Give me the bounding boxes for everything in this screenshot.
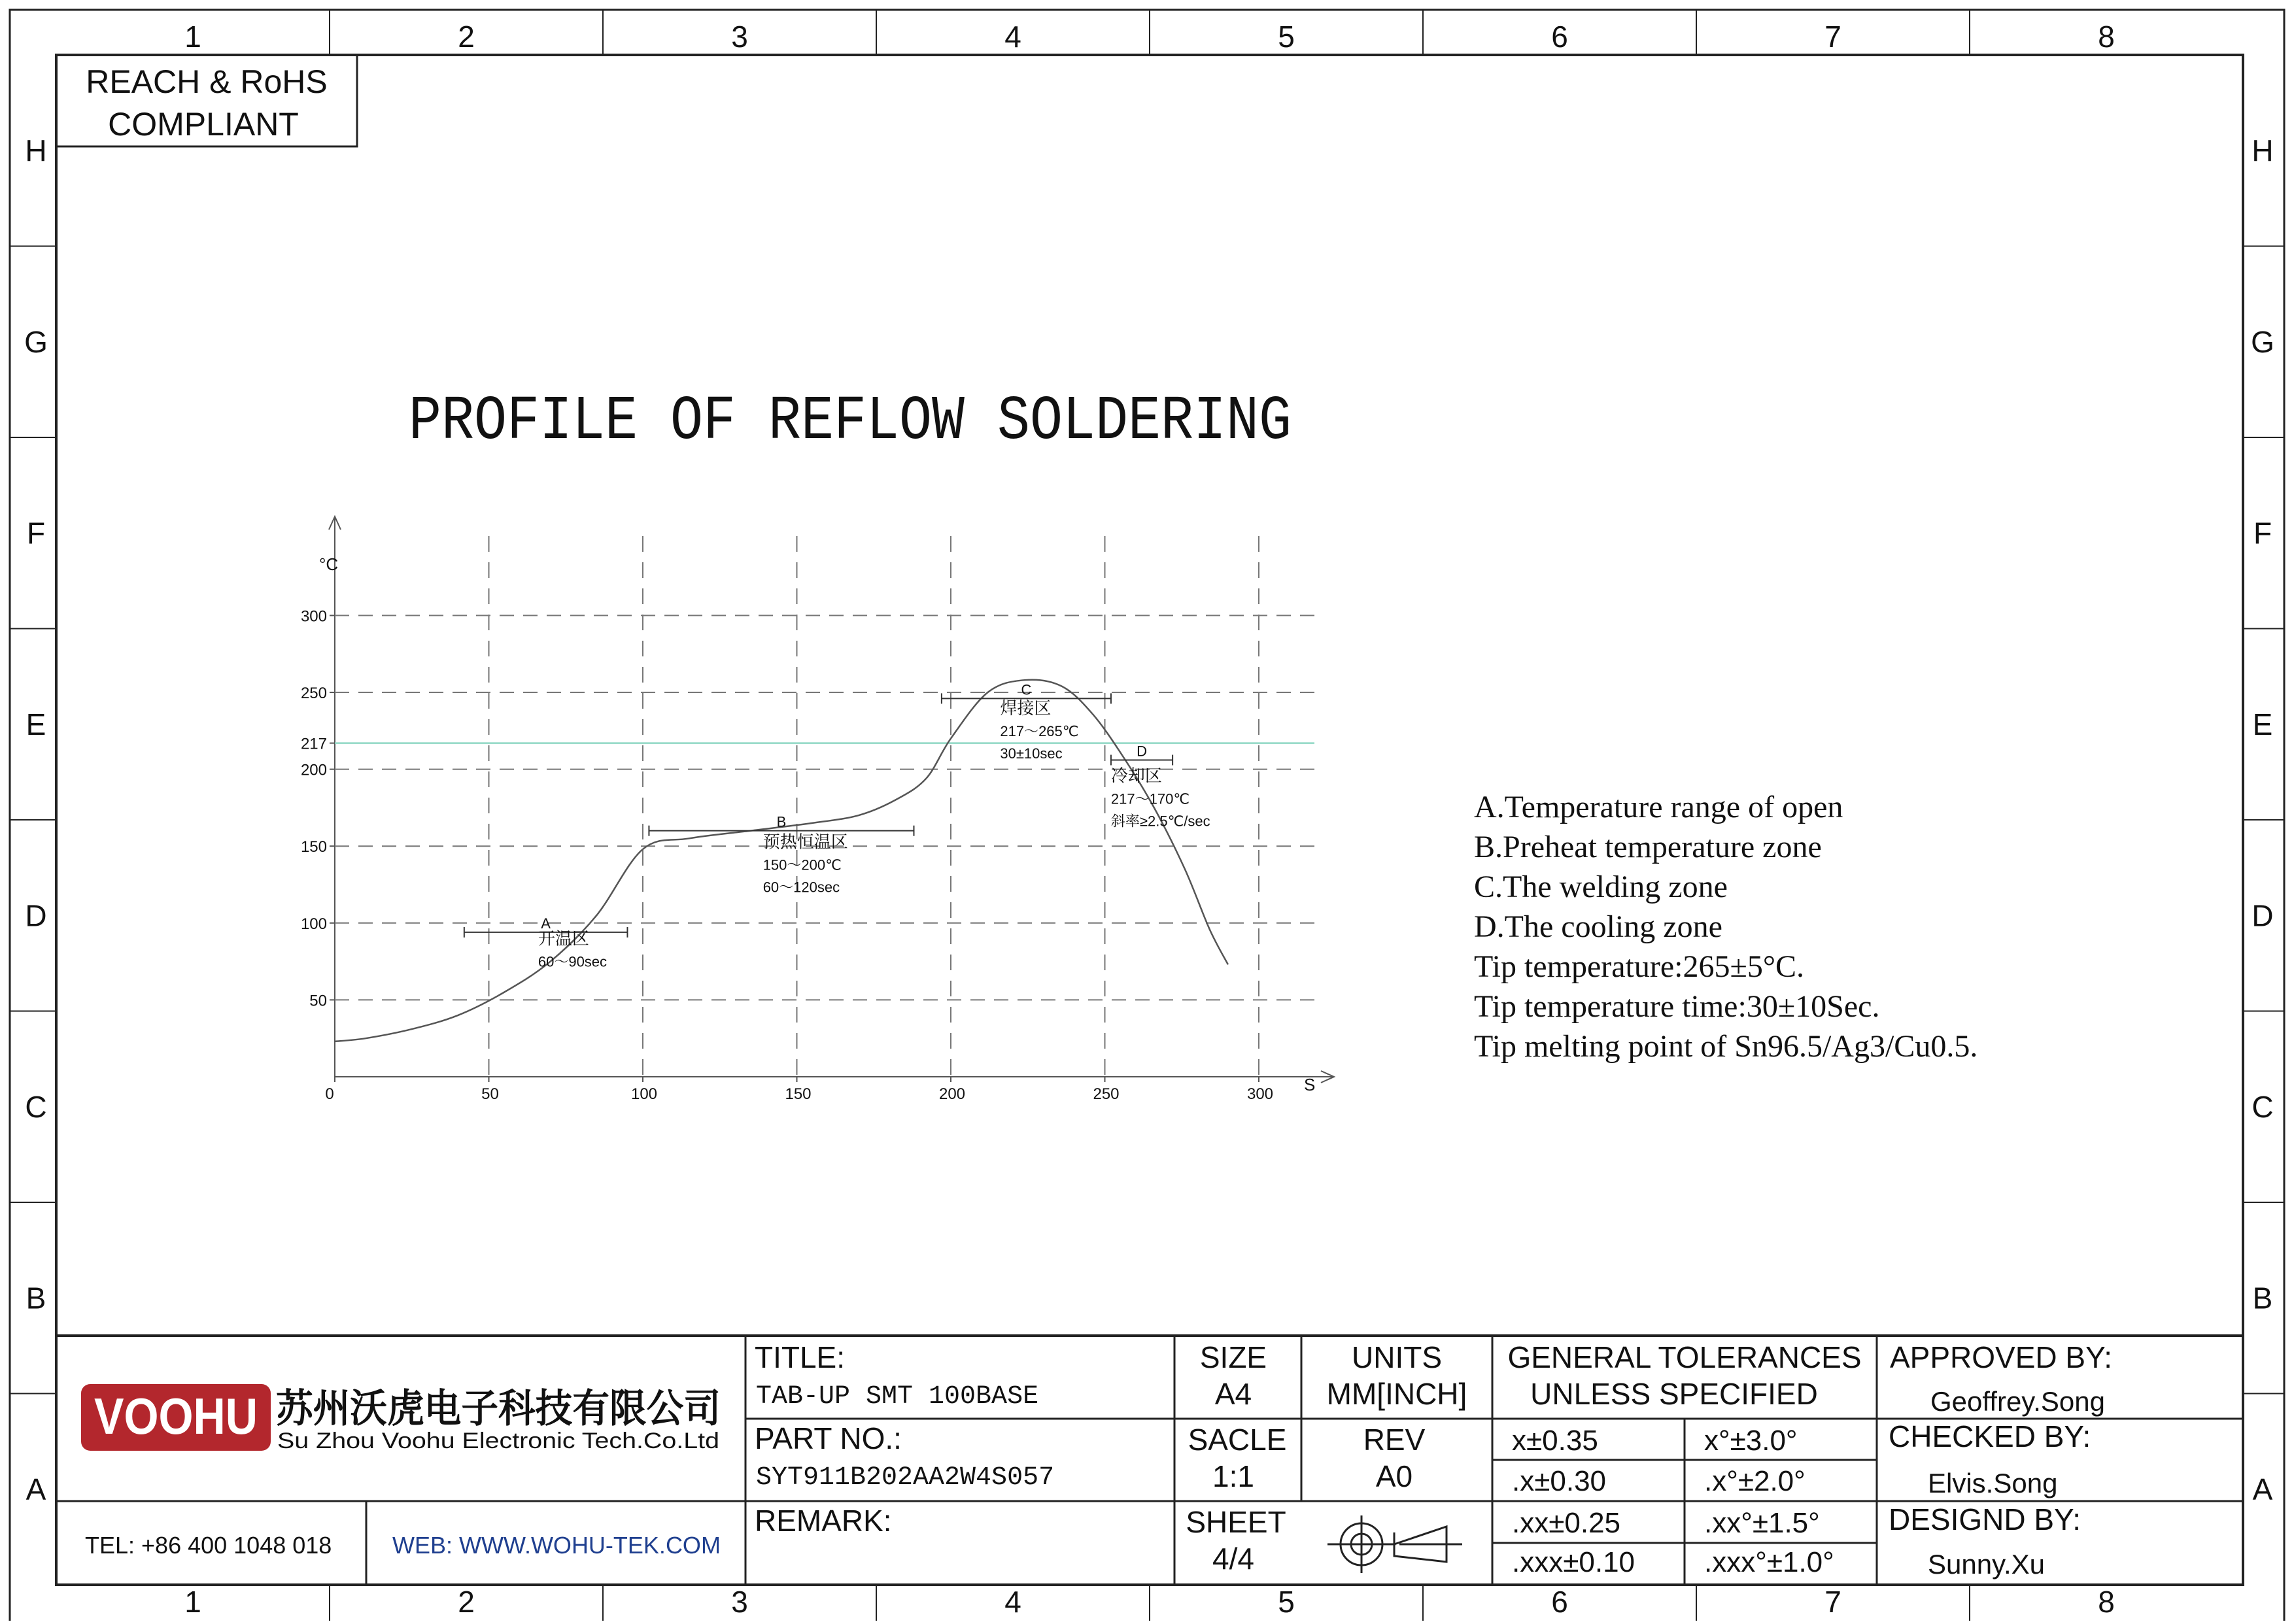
column-marker-top: 5 <box>1278 20 1295 54</box>
row-marker-right: C <box>2251 1089 2274 1124</box>
linear-tolerance: .xxx±0.10 <box>1512 1546 1635 1578</box>
y-tick-label: 50 <box>309 992 327 1010</box>
linear-tolerance: .xx±0.25 <box>1512 1507 1621 1539</box>
checked-by-label: CHECKED BY: <box>1889 1419 2091 1453</box>
zone-annotation: 斜率≥2.5℃/sec <box>1110 813 1210 830</box>
website: WEB: WWW.WOHU-TEK.COM <box>392 1532 721 1559</box>
zone-letter: C <box>1021 681 1032 698</box>
x-tick-label: 250 <box>1093 1085 1120 1103</box>
approved-by-value: Geoffrey.Song <box>1930 1386 2105 1417</box>
angular-tolerance: .xxx°±1.0° <box>1704 1546 1834 1578</box>
angular-tolerance: .x°±2.0° <box>1704 1465 1806 1497</box>
compliance-box <box>56 55 357 146</box>
company-logo <box>81 1384 271 1451</box>
x-axis-label: S <box>1304 1075 1316 1094</box>
company-name-en: Su Zhou Voohu Electronic Tech.Co.Ltd <box>277 1429 719 1453</box>
column-marker-bottom: 3 <box>731 1585 748 1619</box>
remark-label: REMARK: <box>755 1504 892 1538</box>
zone-annotation: 开温区 <box>538 928 589 949</box>
column-marker-bottom: 2 <box>458 1585 475 1619</box>
notes-list <box>1474 790 1977 1064</box>
zone-b <box>649 814 914 896</box>
sheet-label: SHEET <box>1186 1505 1286 1539</box>
y-tick-label: 100 <box>300 915 327 933</box>
x-tick-label: 300 <box>1246 1085 1274 1103</box>
zone-c <box>942 681 1111 762</box>
reflow-profile-chart <box>301 516 1334 1103</box>
x-tick-label: 0 <box>325 1085 334 1103</box>
note-line: A.Temperature range of open <box>1474 790 1843 824</box>
column-marker-bottom: 8 <box>2098 1585 2115 1619</box>
zone-d <box>1111 743 1210 829</box>
zone-annotation: 60～90sec <box>538 953 608 970</box>
zone-annotation: 预热恒温区 <box>762 832 848 852</box>
column-marker-top: 3 <box>731 20 748 54</box>
y-tick-label: 250 <box>300 685 327 702</box>
units-value: MM[INCH] <box>1326 1377 1467 1411</box>
row-marker-right: G <box>2251 324 2274 359</box>
zone-letter: A <box>541 915 551 932</box>
size-label: SIZE <box>1199 1340 1267 1374</box>
zone-annotation: 60～120sec <box>762 879 840 896</box>
row-marker-left: E <box>26 707 46 741</box>
angular-tolerance: x°±3.0° <box>1704 1425 1798 1457</box>
y-tick-label: 217 <box>300 735 327 753</box>
zone-annotation: 217～170℃ <box>1110 790 1190 807</box>
y-tick-label: 150 <box>300 838 327 856</box>
part-number-label: PART NO.: <box>755 1421 902 1455</box>
tolerances-header-1: GENERAL TOLERANCES <box>1507 1340 1862 1374</box>
row-marker-left: A <box>26 1472 46 1506</box>
linear-tolerance: .x±0.30 <box>1512 1465 1607 1497</box>
approved-by-label: APPROVED BY: <box>1890 1340 2113 1374</box>
tolerances-header-2: UNLESS SPECIFIED <box>1530 1377 1818 1411</box>
column-marker-top: 6 <box>1551 20 1568 54</box>
designed-by-label: DESIGND BY: <box>1889 1502 2081 1536</box>
revision-label: REV <box>1363 1423 1426 1457</box>
note-line: C.The welding zone <box>1474 870 1728 904</box>
zone-annotation: 150～200℃ <box>762 856 842 873</box>
zone-letter: B <box>776 813 787 830</box>
note-line: Tip melting point of Sn96.5/Ag3/Cu0.5. <box>1474 1029 1978 1064</box>
row-marker-left: G <box>24 324 48 359</box>
revision-value: A0 <box>1375 1459 1413 1493</box>
company-name-cn: 苏州沃虎电子科技有限公司 <box>276 1387 721 1430</box>
sheet-value: 4/4 <box>1212 1542 1254 1576</box>
column-marker-bottom: 6 <box>1551 1585 1568 1619</box>
title-value: TAB-UP SMT 100BASE <box>756 1382 1039 1412</box>
y-axis-label: °C <box>319 554 339 574</box>
title-label: TITLE: <box>755 1340 846 1374</box>
scale-value: 1:1 <box>1212 1459 1254 1493</box>
row-marker-left: H <box>25 133 47 168</box>
logo-text: VOOHU <box>94 1387 258 1445</box>
row-marker-right: H <box>2251 133 2274 168</box>
row-marker-left: F <box>26 516 46 550</box>
x-tick-label: 200 <box>938 1085 966 1103</box>
drawing-title: PROFILE OF REFLOW SOLDERING <box>409 386 1292 457</box>
row-marker-left: D <box>25 898 47 933</box>
size-value: A4 <box>1214 1377 1252 1411</box>
y-tick-label: 300 <box>300 607 327 626</box>
y-tick-label: 200 <box>300 761 327 779</box>
note-line: D.The cooling zone <box>1474 909 1722 944</box>
column-marker-bottom: 1 <box>184 1585 201 1619</box>
note-line: Tip temperature:265±5°C. <box>1474 949 1805 984</box>
row-marker-right: B <box>2252 1281 2273 1315</box>
row-marker-left: B <box>26 1281 46 1315</box>
row-marker-right: F <box>2253 516 2272 550</box>
compliance-line-2: COMPLIANT <box>108 106 299 143</box>
row-marker-right: D <box>2251 898 2274 933</box>
row-marker-left: C <box>25 1089 47 1124</box>
column-marker-top: 4 <box>1004 20 1021 54</box>
angular-tolerance: .xx°±1.5° <box>1704 1507 1820 1539</box>
scale-label: SACLE <box>1188 1423 1287 1457</box>
units-label: UNITS <box>1352 1340 1442 1374</box>
row-marker-right: A <box>2252 1472 2273 1506</box>
part-number-value: SYT911B202AA2W4S057 <box>756 1463 1055 1493</box>
zone-annotation: 217～265℃ <box>1000 722 1079 739</box>
column-marker-top: 7 <box>1824 20 1841 54</box>
telephone: TEL: +86 400 1048 018 <box>85 1532 332 1559</box>
note-line: Tip temperature time:30±10Sec. <box>1474 989 1880 1024</box>
zone-annotation: 冷却区 <box>1110 766 1162 786</box>
zone-letter: D <box>1137 743 1147 760</box>
column-marker-top: 2 <box>458 20 475 54</box>
x-tick-label: 150 <box>785 1085 812 1103</box>
designed-by-value: Sunny.Xu <box>1928 1549 2046 1580</box>
column-marker-bottom: 5 <box>1278 1585 1295 1619</box>
x-tick-label: 50 <box>481 1085 499 1103</box>
column-marker-bottom: 4 <box>1004 1585 1021 1619</box>
column-marker-bottom: 7 <box>1824 1585 1841 1619</box>
projection-symbol-icon <box>1327 1515 1462 1573</box>
zone-annotation: 30±10sec <box>1000 745 1063 762</box>
zone-annotation: 焊接区 <box>1000 698 1052 718</box>
x-tick-label: 100 <box>630 1085 658 1103</box>
column-marker-top: 8 <box>2098 20 2115 54</box>
note-line: B.Preheat temperature zone <box>1474 830 1822 864</box>
compliance-line-1: REACH & RoHS <box>86 63 328 100</box>
row-marker-right: E <box>2252 707 2273 741</box>
checked-by-value: Elvis.Song <box>1928 1468 2058 1498</box>
column-marker-top: 1 <box>184 20 201 54</box>
linear-tolerance: x±0.35 <box>1512 1425 1598 1457</box>
